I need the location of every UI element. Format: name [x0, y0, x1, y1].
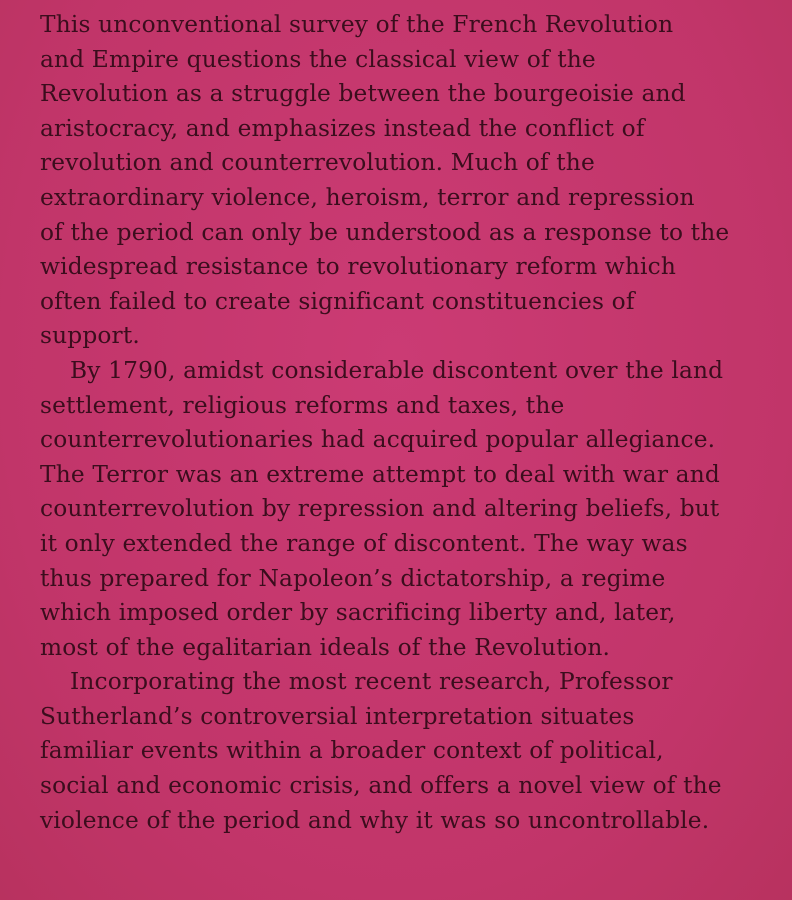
blurb-paragraph-2	[40, 354, 774, 665]
blurb-line: revolution and counterrevolution. Much of the	[40, 149, 595, 177]
blurb-line: By 1790, amidst considerable discontent over the land	[70, 356, 724, 384]
blurb-line: This unconventional survey of the French Revolution	[40, 11, 674, 38]
blurb-line: often failed to create significant constituencies of	[40, 287, 635, 315]
blurb-line: of the period can only be understood as a response to the	[40, 218, 730, 246]
blurb-line: Incorporating the most recent research, Professor	[70, 668, 673, 696]
blurb-paragraph-3	[40, 665, 774, 838]
blurb-line: aristocracy, and emphasizes instead the conflict of	[40, 114, 645, 142]
blurb-line: Sutherland’s controversial interpretation situates	[40, 702, 635, 730]
blurb-line: support.	[40, 322, 140, 350]
blurb-line: The Terror was an extreme attempt to deal with war and	[40, 460, 720, 488]
blurb-line: violence of the period and why it was so uncontrollable.	[40, 806, 710, 834]
blurb-line: thus prepared for Napoleon’s dictatorship, a regime	[40, 564, 666, 592]
blurb-line: and Empire questions the classical view of the	[40, 45, 596, 73]
blurb-line: social and economic crisis, and offers a novel view of the	[40, 772, 722, 800]
blurb-line: counterrevolutionaries had acquired popular allegiance.	[40, 426, 716, 454]
blurb-line: widespread resistance to revolutionary reform which	[40, 253, 676, 281]
blurb-line: extraordinary violence, heroism, terror and repression	[40, 183, 695, 211]
blurb-line: which imposed order by sacrificing liberty and, later,	[40, 599, 676, 627]
blurb-line: settlement, religious reforms and taxes, the	[40, 391, 565, 419]
blurb-line: it only extended the range of discontent. The way was	[40, 529, 688, 557]
blurb-line: most of the egalitarian ideals of the Revolution.	[40, 633, 611, 661]
blurb-line: Revolution as a struggle between the bourgeoisie and	[40, 80, 686, 108]
blurb-line: familiar events within a broader context of political,	[40, 737, 664, 765]
blurb-paragraph-1	[40, 8, 774, 354]
blurb-line: counterrevolution by repression and altering beliefs, but	[40, 495, 720, 523]
